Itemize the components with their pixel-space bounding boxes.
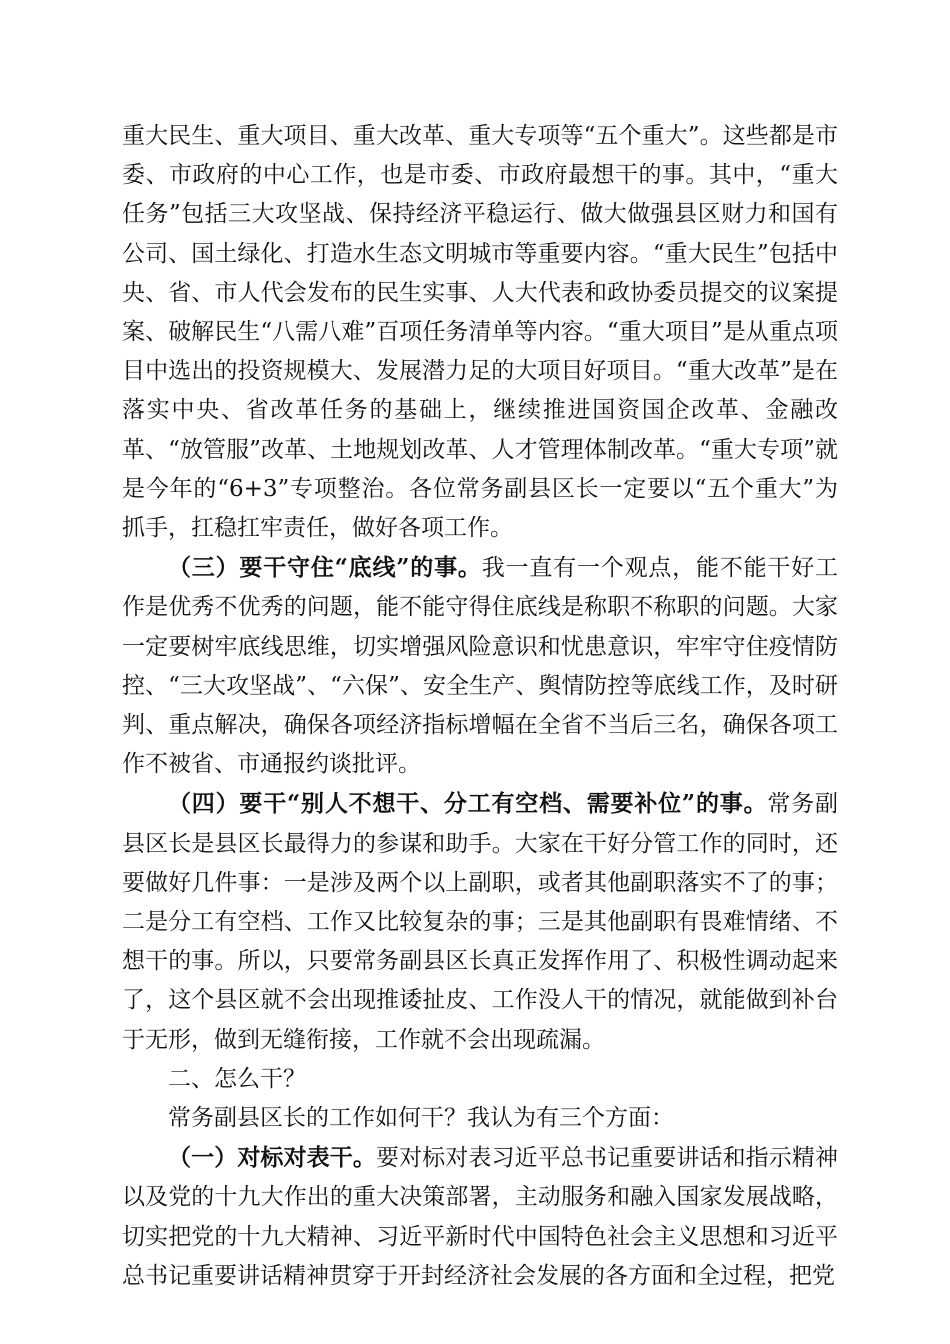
document-page [122,117,838,1296]
paragraph-6 [122,1138,838,1296]
paragraph-3 [122,784,838,1059]
section-heading [122,1060,838,1099]
paragraph-2-text: 我一直有一个观点，能不能干好工作是优秀不优秀的问题，能不能守得住底线是称职不称职的问题。大家一定要树牢底线思维，切实增强风险意识和忧患意识，牢牢守住疫情防控、“三大攻坚战”、“六保”、安全生产、舆情防控等底线工作，及时研判、重点解决，确保各项经济指标增幅在全省不当后三名，确保各项工作不被省、市通报约谈批评。 [122,555,838,778]
section-heading-text: 二、怎么干？ [168,1065,306,1092]
paragraph-3-heading: （四）要干“别人不想干、分工有空档、需要补位”的事。 [168,790,768,818]
paragraph-1 [122,117,838,548]
paragraph-5 [122,1099,838,1138]
paragraph-6-heading: （一）对标对表干。 [168,1144,376,1172]
paragraph-3-text: 常务副县区长是县区长最得力的参谋和助手。大家在干好分管工作的同时，还要做好几件事：一是涉及两个以上副职，或者其他副职落实不了的事；二是分工有空档、工作又比较复杂的事；三是其他副职有畏难情绪、不想干的事。所以，只要常务副县区长真正发挥作用了、积极性调动起来了，这个县区就不会出现推诿扯皮、工作没人干的情况，就能做到补台于无形，做到无缝衔接，工作就不会出现疏漏。 [122,791,838,1053]
paragraph-2 [122,548,838,784]
paragraph-6-text: 要对标对表习近平总书记重要讲话和指示精神以及党的十九大作出的重大决策部署，主动服务和融入国家发展战略，切实把党的十九大精神、习近平新时代中国特色社会主义思想和习近平总书记重要讲话精神贯穿于开封经济社会发展的各方面和全过程，把党 [122,1145,839,1289]
paragraph-2-heading: （三）要干守住“底线”的事。 [168,554,482,582]
paragraph-1-text: 重大民生、重大项目、重大改革、重大专项等“五个重大”。这些都是市委、市政府的中心工作，也是市委、市政府最想干的事。其中，“重大任务”包括三大攻坚战、保持经济平稳运行、做大做强县区财力和国有公司、国土绿化、打造水生态文明城市等重要内容。“重大民生”包括中央、省、市人代会发布的民生实事、人大代表和政协委员提交的议案提案、破解民生“八需八难”百项任务清单等内容。“重大项目”是从重点项目中选出的投资规模大、发展潜力足的大项目好项目。“重大改革”是在落实中央、省改革任务的基础上，继续推进国资国企改革、金融改革、“放管服”改革、土地规划改革、人才管理体制改革。“重大专项”就是今年的“6+3”专项整治。各位常务副县区长一定要以“五个重大”为抓手，扛稳扛牢责任，做好各项工作。 [122,123,838,542]
paragraph-5-text: 常务副县区长的工作如何干？我认为有三个方面： [168,1105,674,1132]
